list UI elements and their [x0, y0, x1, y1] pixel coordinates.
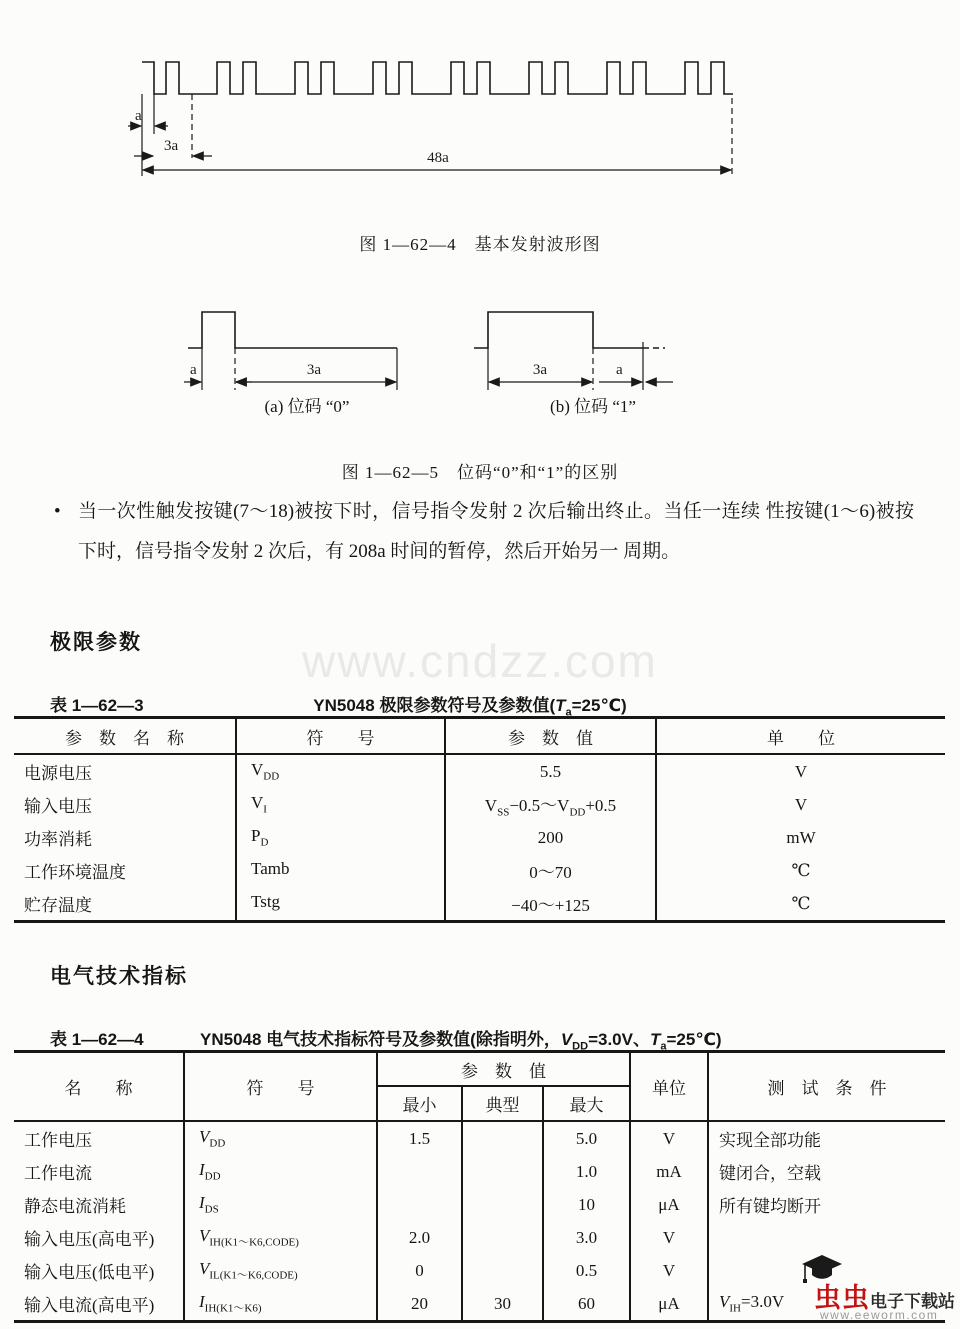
symbol-base: Tstg — [251, 892, 281, 912]
param-value: 0～70 — [445, 854, 656, 887]
param-symbol — [184, 1221, 377, 1254]
param-unit: ℃ — [791, 893, 811, 913]
param-unit: μA — [630, 1188, 708, 1221]
table-row — [14, 1155, 945, 1188]
param-condition: 实现全部功能 — [719, 1131, 821, 1150]
paragraph-text: 当一次性触发按键(7～18)被按下时，信号指令发射 2 次后输出终止。当任一连续 性按键(1～6)被按下时，信号指令发射 2 次后，有 208a 时间的暂停，然后开始另一 周期。 — [78, 501, 914, 562]
param-unit: ℃ — [791, 860, 811, 880]
symbol-sub: DD — [209, 1137, 226, 1150]
value-part: +0.5 — [585, 795, 617, 815]
bit0-dim-3a: 3a — [306, 362, 322, 378]
param-value: 200 — [445, 821, 656, 854]
elec-header-symbol: 符 号 — [184, 1052, 377, 1122]
section-heading-limits: 极限参数 — [50, 631, 142, 654]
param-condition: 键闭合，空载 — [719, 1164, 821, 1183]
table2-title-Tsub: a — [660, 1040, 667, 1053]
figure-bit1-waveform — [468, 290, 718, 402]
figure-basic-waveform — [128, 46, 748, 196]
table2-title-V: V — [560, 1030, 573, 1049]
elec-header-unit: 单位 — [630, 1052, 708, 1122]
value-part: −0.5～ — [509, 795, 558, 815]
table1-title-text: YN5048 极限参数符号及参数值( — [313, 696, 556, 715]
limits-header-value: 参 数 值 — [445, 718, 656, 755]
symbol-base: V — [199, 1127, 210, 1147]
param-min: 2.0 — [377, 1221, 462, 1254]
logo-brand-text: 虫虫 — [814, 1283, 870, 1313]
param-name: 静态电流消耗 — [14, 1188, 184, 1221]
param-unit: V — [630, 1121, 708, 1155]
limits-header-unit: 单 位 — [656, 718, 945, 755]
symbol-sub: IL(K1～K6,CODE) — [209, 1269, 298, 1282]
pulse-train-diagram — [128, 46, 748, 196]
param-name: 输入电压(高电平) — [14, 1221, 184, 1254]
param-max: 0.5 — [543, 1254, 630, 1287]
limits-table — [14, 716, 945, 923]
figure-bit0-waveform — [182, 290, 432, 402]
param-value: −40～+125 — [445, 887, 656, 922]
elec-header-name: 名 称 — [14, 1052, 184, 1122]
param-symbol — [236, 754, 445, 788]
dim-label-48a: 48a — [427, 150, 449, 166]
param-min: 1.5 — [377, 1121, 462, 1155]
bit1-wave — [474, 312, 643, 348]
value-part: V — [557, 795, 570, 815]
table2-title — [200, 1025, 900, 1052]
eeworm-logo — [796, 1258, 960, 1328]
param-max: 5.0 — [543, 1121, 630, 1155]
param-symbol — [236, 788, 445, 821]
symbol-sub: DD — [204, 1170, 221, 1183]
param-name: 输入电压 — [14, 788, 236, 821]
table-row — [14, 754, 945, 788]
bit1-caption: (b) 位码 “1” — [550, 397, 636, 416]
dim-label-3a: 3a — [164, 138, 179, 154]
param-min: 20 — [377, 1287, 462, 1322]
elec-header-row1 — [14, 1052, 945, 1087]
param-symbol — [236, 854, 445, 887]
param-typ — [462, 1121, 543, 1155]
table-row — [14, 887, 945, 922]
symbol-sub: DD — [263, 770, 280, 783]
param-min — [377, 1155, 462, 1188]
param-min: 0 — [377, 1254, 462, 1287]
param-typ — [462, 1221, 543, 1254]
elec-header-max: 最大 — [543, 1086, 630, 1121]
bit0-wave — [188, 312, 397, 348]
table-row — [14, 1188, 945, 1221]
dim-label-a: a — [135, 108, 142, 124]
symbol-sub: IH(K1～K6,CODE) — [209, 1236, 299, 1249]
figure4-caption: 图 1—62—4 基本发射波形图 — [359, 235, 601, 254]
symbol-base: Tamb — [251, 859, 290, 879]
param-unit: V — [630, 1254, 708, 1287]
table1-title-Tsub: a — [565, 706, 572, 719]
symbol-base: V — [251, 793, 264, 813]
param-unit: μA — [630, 1287, 708, 1322]
symbol-base: V — [251, 760, 264, 780]
param-unit: V — [794, 761, 808, 781]
param-symbol — [184, 1287, 377, 1322]
param-max: 60 — [543, 1287, 630, 1322]
param-max: 3.0 — [543, 1221, 630, 1254]
table2-title-T: T — [649, 1030, 661, 1049]
param-typ: 30 — [462, 1287, 543, 1322]
value-part: V — [484, 795, 498, 815]
limits-header-row — [14, 718, 945, 755]
param-typ — [462, 1155, 543, 1188]
value-sub: DD — [569, 806, 586, 819]
logo-url: www.eeworm.com — [820, 1308, 939, 1322]
elec-header-min: 最小 — [377, 1086, 462, 1121]
param-unit: mA — [630, 1155, 708, 1188]
bit0-diagram — [182, 290, 432, 402]
symbol-sub: I — [263, 803, 267, 816]
bit0-caption: (a) 位码 “0” — [264, 397, 350, 416]
param-symbol — [184, 1121, 377, 1155]
param-symbol — [184, 1155, 377, 1188]
param-max: 10 — [543, 1188, 630, 1221]
param-min — [377, 1188, 462, 1221]
cond-rest: =3.0V — [741, 1292, 785, 1312]
param-name: 输入电流(高电平) — [14, 1287, 184, 1322]
symbol-base: P — [251, 826, 261, 846]
param-name: 电源电压 — [14, 754, 236, 788]
param-name: 输入电压(低电平) — [14, 1254, 184, 1287]
param-symbol — [184, 1254, 377, 1287]
table2-title-mid: =3.0V、 — [588, 1030, 650, 1049]
value-sub: SS — [497, 806, 510, 819]
symbol-sub: DS — [204, 1203, 219, 1216]
param-name: 贮存温度 — [14, 887, 236, 922]
param-typ — [462, 1188, 543, 1221]
symbol-base: I — [199, 1291, 205, 1311]
bit0-dim-a: a — [190, 362, 197, 378]
symbol-base: V — [199, 1225, 210, 1245]
param-typ — [462, 1254, 543, 1287]
param-value: 5.5 — [445, 754, 656, 788]
param-name: 工作电流 — [14, 1155, 184, 1188]
table2-number: 表 1—62—4 — [50, 1030, 144, 1049]
param-name: 工作环境温度 — [14, 854, 236, 887]
table1-title-T: T — [555, 696, 566, 715]
param-condition: 所有键均断开 — [719, 1197, 821, 1216]
table1-title-tail: =25℃) — [571, 696, 627, 715]
cond-symbol-sub: IH — [729, 1302, 741, 1315]
figure5-caption: 图 1—62—5 位码“0”和“1”的区别 — [341, 463, 619, 482]
section-heading-electrical: 电气技术指标 — [50, 965, 188, 988]
bit1-dim-a: a — [616, 362, 623, 378]
table2-title-Vsub: DD — [572, 1040, 589, 1053]
symbol-base: V — [199, 1258, 210, 1278]
table1-title — [220, 691, 720, 718]
table-row — [14, 821, 945, 854]
watermark-text: www.cndzz.com — [302, 635, 658, 687]
table1-number: 表 1—62—3 — [50, 696, 144, 715]
param-unit: V — [794, 794, 808, 814]
param-value — [445, 788, 656, 821]
table-row — [14, 854, 945, 887]
table-row — [14, 1221, 945, 1254]
logo-label-text: 电子下载站 — [870, 1292, 955, 1311]
bit1-diagram — [468, 290, 718, 402]
param-condition — [708, 1221, 945, 1254]
table2-title-text: YN5048 电气技术指标符号及参数值(除指明外， — [200, 1030, 561, 1049]
table2-title-tail: =25℃) — [666, 1030, 722, 1049]
param-name: 功率消耗 — [14, 821, 236, 854]
table-row — [14, 1121, 945, 1155]
bit1-dim-3a: 3a — [532, 362, 548, 378]
elec-header-condition: 测 试 条 件 — [708, 1052, 945, 1122]
param-unit: mW — [786, 827, 816, 847]
symbol-sub: D — [260, 836, 269, 849]
bullet-marker: • — [54, 501, 61, 522]
elec-header-typ: 典型 — [462, 1086, 543, 1121]
param-unit: V — [630, 1221, 708, 1254]
param-max: 1.0 — [543, 1155, 630, 1188]
symbol-base: I — [199, 1193, 205, 1213]
param-symbol — [184, 1188, 377, 1221]
limits-header-name: 参 数 名 称 — [14, 718, 236, 755]
cond-symbol-base: V — [719, 1292, 730, 1312]
elec-header-value-group: 参 数 值 — [377, 1052, 630, 1087]
symbol-sub: IH(K1～K6) — [204, 1302, 262, 1315]
param-symbol — [236, 821, 445, 854]
param-symbol — [236, 887, 445, 922]
body-paragraph — [46, 492, 914, 572]
symbol-base: I — [199, 1160, 205, 1180]
table-row — [14, 788, 945, 821]
param-name: 工作电压 — [14, 1121, 184, 1155]
limits-header-symbol: 符 号 — [236, 718, 445, 755]
pulse-train-wave — [142, 62, 733, 94]
